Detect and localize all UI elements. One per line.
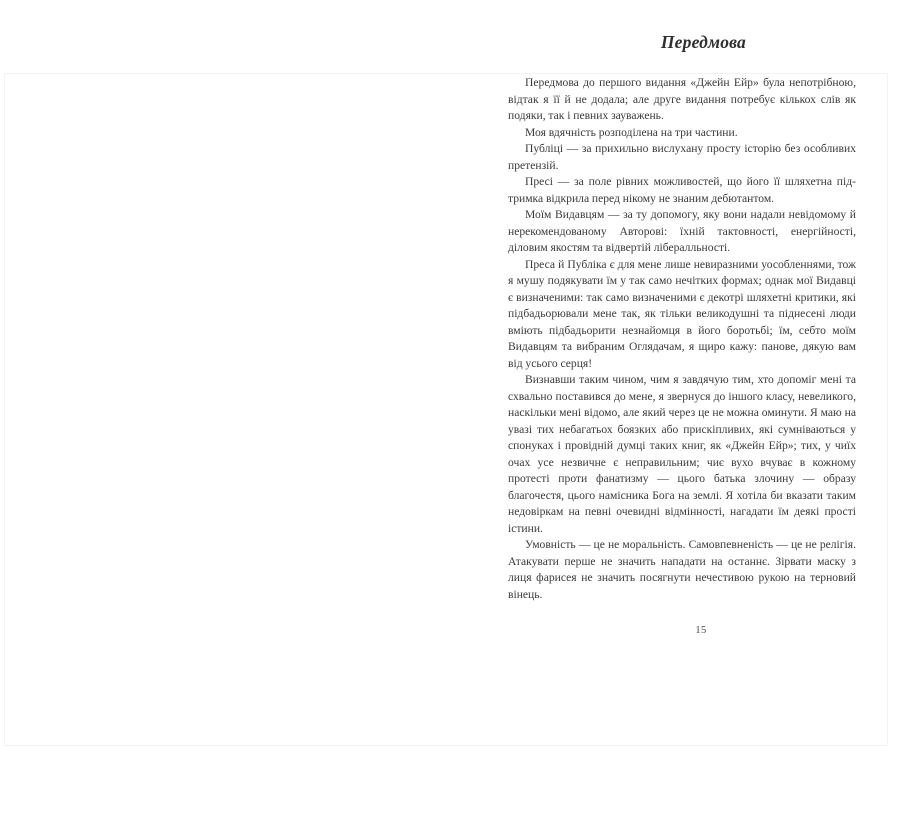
body-paragraph: Пресі — за поле рівних можливостей, що його її шляхетна підтримка відкрила перед нікому не знаним дебютантом. bbox=[508, 175, 856, 205]
body-paragraph: Моїм Видавцям — за ту допомогу, яку вони надали невідомому й нерекомендованому Авторові: їхній тактовності, енергійності, діловим якостям та відвертій лібералльності. bbox=[508, 208, 856, 254]
chapter-title: Передмова bbox=[660, 32, 746, 52]
body-paragraph: Умовність — це не моральність. Самовпевненість — це не релігія. Атакувати перше не значить нападати на останнє. Зірвати маску з лиця фарисея не значить посягнути нечестивою рукою на терновий вінець. bbox=[508, 538, 856, 601]
body-paragraph: Передмова до першого видання «Джейн Ейр» була непотрібною, відтак я її й не додала; але друге видання потребує кількох слів як подяки, так і певних зауважень. bbox=[508, 76, 856, 122]
text-column bbox=[508, 32, 856, 603]
body-paragraph: Моя вдячність розподілена на три частини. bbox=[525, 125, 738, 139]
page-right-recto bbox=[450, 0, 900, 817]
page-number bbox=[450, 625, 900, 636]
body-paragraph: Преса й Публіка є для мене лише невиразними уособленнями, тож я мушу подякувати їм у так само нечітких формах; однак мої Видавці є визначеними: так само визначеними є декотрі шляхетні критики, які підбадьорювали мене так, як тільки великодушні та піднесені люди вміють підбадьорити незнайомця в його боротьбі; їм, себто моїм Видавцям та вибраним Оглядачам, я щиро кажу: панове, дякую вам від усього серця! bbox=[508, 257, 856, 370]
body-paragraph: Визнавши таким чином, чим я завдячую тим, хто допоміг мені та схвально поставився до мене, я звернуся до іншого класу, невеликого, наскільки мені відомо, але який через це не можна оминути. Я маю на увазі тих небагатьох боязких або прискіпливих, які сумніваються у спонуках і провідній думці таких книг, як «Джейн Ейр»; тих, у чиїх очах усе незвичне є неправильним; чиє вухо вчуває в кожному протесті проти фанатизму — цього батька злочину — образу благочестя, цього намісника Бога на землі. Я хотіла би вказати таким недовіркам на певні очевидні відмінності, нагадати їм деякі прості істини. bbox=[508, 373, 856, 535]
body-paragraph: Публіці — за прихильно вислухану просту історію без особливих претензій. bbox=[508, 142, 856, 172]
page-number-value: 15 bbox=[695, 625, 707, 636]
